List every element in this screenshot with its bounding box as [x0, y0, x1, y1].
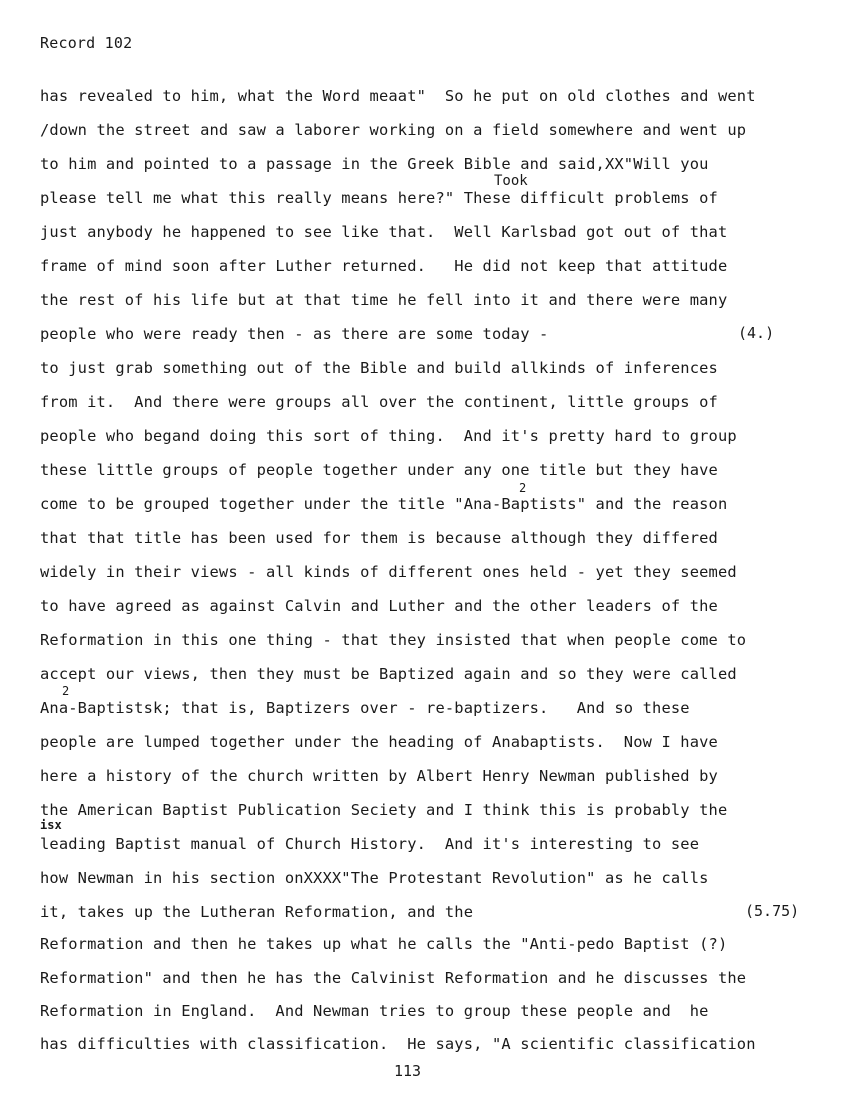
text-line-6: frame of mind soon after Luther returned. He did not keep that attitude: [40, 257, 728, 275]
text-line-2: /down the street and saw a laborer working on a field somewhere and went up: [40, 121, 747, 139]
interlinear-superscript-2b: 2: [62, 684, 70, 698]
text-line-3: to him and pointed to a passage in the Greek Bible and said,XX"Will you: [40, 155, 709, 173]
text-line-15: widely in their views - all kinds of different ones held - yet they seemed: [40, 563, 737, 581]
text-line-21: here a history of the church written by Albert Henry Newman published by: [40, 767, 718, 785]
text-line-26: Reformation and then he takes up what he calls the "Anti-pedo Baptist (?): [40, 935, 728, 953]
text-line-24: how Newman in his section onXXXX"The Protestant Revolution" as he calls: [40, 869, 709, 887]
text-line-10: from it. And there were groups all over the continent, little groups of: [40, 393, 718, 411]
text-line-14: that that title has been used for them is because although they differed: [40, 529, 718, 547]
page-number: 113: [394, 1062, 422, 1080]
text-line-18: accept our views, then they must be Baptized again and so they were called: [40, 665, 737, 683]
marginal-note-2: (5.75): [745, 902, 800, 920]
text-line-19: Ana-Baptistsk; that is, Baptizers over - re-baptizers. And so these: [40, 699, 690, 717]
text-line-22: the American Baptist Publication Seciety and I think this is probably the: [40, 801, 728, 819]
text-line-27: Reformation" and then he has the Calvinist Reformation and he discusses the: [40, 969, 747, 987]
text-line-23: leading Baptist manual of Church History. And it's interesting to see: [40, 835, 700, 853]
text-line-11: people who begand doing this sort of thing. And it's pretty hard to group: [40, 427, 737, 445]
text-line-9: to just grab something out of the Bible and build allkinds of inferences: [40, 359, 718, 377]
text-line-7: the rest of his life but at that time he fell into it and there were many: [40, 291, 728, 309]
text-line-1: has revealed to him, what the Word meaat" So he put on old clothes and went: [40, 87, 756, 105]
text-line-17: Reformation in this one thing - that they insisted that when people come to: [40, 631, 747, 649]
interlinear-took: Took: [494, 173, 528, 189]
text-line-4: please tell me what this really means here?" These difficult problems of: [40, 189, 718, 207]
text-line-13: come to be grouped together under the title "Ana-Baptists" and the reason: [40, 495, 728, 513]
text-line-28: Reformation in England. And Newman tries to group these people and he: [40, 1002, 709, 1020]
text-line-8: people who were ready then - as there are some today -: [40, 325, 549, 343]
text-line-16: to have agreed as against Calvin and Luther and the other leaders of the: [40, 597, 718, 615]
interlinear-superscript-2a: 2: [519, 481, 527, 495]
text-line-20: people are lumped together under the heading of Anabaptists. Now I have: [40, 733, 718, 751]
text-line-5: just anybody he happened to see like that. Well Karlsbad got out of that: [40, 223, 728, 241]
text-line-29: has difficulties with classification. He says, "A scientific classification: [40, 1035, 756, 1053]
text-line-25: it, takes up the Lutheran Reformation, and the: [40, 903, 474, 921]
record-header: Record 102: [40, 34, 133, 52]
marginal-note-1: (4.): [738, 324, 775, 342]
interlinear-isx: isx: [40, 818, 62, 832]
text-line-12: these little groups of people together under any one title but they have: [40, 461, 718, 479]
